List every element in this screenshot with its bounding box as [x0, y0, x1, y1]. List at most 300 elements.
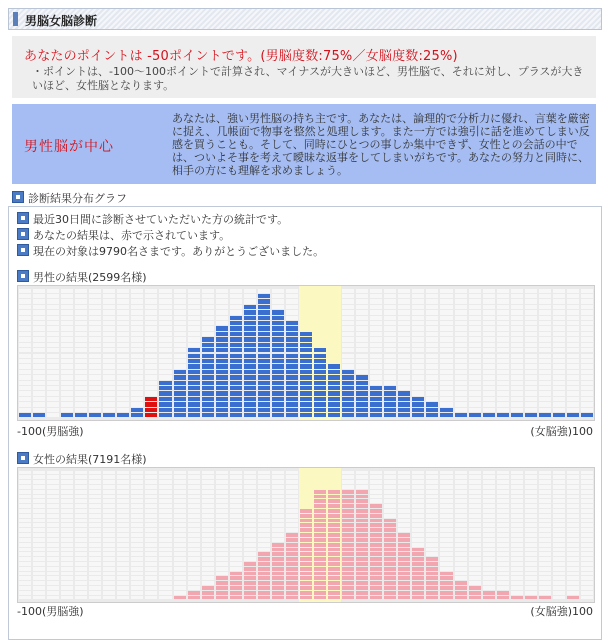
empty-cell — [426, 523, 438, 527]
empty-cell — [455, 310, 467, 314]
empty-cell — [89, 299, 101, 303]
female-bar-cell — [412, 552, 424, 556]
empty-cell — [19, 586, 31, 590]
female-bar-cell — [328, 509, 340, 513]
male-bar-cell — [469, 413, 481, 417]
empty-cell — [497, 557, 509, 561]
page-title: 男脳女脳診断 — [25, 14, 98, 28]
empty-cell — [244, 514, 256, 518]
empty-cell — [230, 475, 242, 479]
empty-cell — [47, 354, 59, 358]
empty-cell — [567, 289, 579, 293]
empty-cell — [455, 299, 467, 303]
empty-cell — [272, 490, 284, 494]
empty-cell — [188, 581, 200, 585]
empty-cell — [61, 591, 73, 595]
empty-cell — [174, 475, 186, 479]
empty-cell — [145, 499, 157, 503]
empty-cell — [426, 397, 438, 401]
female-bar-cell — [300, 596, 312, 600]
empty-cell — [511, 523, 523, 527]
empty-cell — [539, 337, 551, 341]
empty-cell — [61, 397, 73, 401]
empty-cell — [567, 475, 579, 479]
empty-cell — [497, 386, 509, 390]
empty-cell — [19, 471, 31, 475]
empty-cell — [497, 552, 509, 556]
male-bar-cell — [216, 381, 228, 385]
female-bar-cell — [356, 528, 368, 532]
result-type: 男性脳が中心 — [24, 139, 114, 155]
empty-cell — [370, 337, 382, 341]
empty-cell — [89, 337, 101, 341]
female-bar-cell — [370, 504, 382, 508]
empty-cell — [202, 326, 214, 330]
empty-cell — [581, 475, 593, 479]
empty-cell — [131, 596, 143, 600]
empty-cell — [202, 299, 214, 303]
empty-cell — [75, 495, 87, 499]
empty-cell — [553, 533, 565, 537]
female-bar-cell — [384, 533, 396, 537]
empty-cell — [342, 480, 354, 484]
empty-cell — [567, 548, 579, 552]
empty-cell — [19, 596, 31, 600]
empty-cell — [483, 354, 495, 358]
empty-cell — [539, 359, 551, 363]
empty-cell — [47, 528, 59, 532]
empty-cell — [89, 348, 101, 352]
male-bar-cell — [244, 386, 256, 390]
empty-cell — [553, 514, 565, 518]
empty-cell — [216, 321, 228, 325]
empty-cell — [553, 364, 565, 368]
empty-cell — [469, 408, 481, 412]
empty-cell — [47, 359, 59, 363]
empty-cell — [131, 316, 143, 320]
empty-cell — [370, 310, 382, 314]
male-bar-cell — [300, 397, 312, 401]
male-bar-cell — [216, 326, 228, 330]
empty-cell — [272, 495, 284, 499]
empty-cell — [89, 533, 101, 537]
male-bar-cell — [286, 397, 298, 401]
female-chart-title: 女性の結果(7191名様) — [33, 453, 147, 466]
empty-cell — [511, 495, 523, 499]
empty-cell — [33, 475, 45, 479]
empty-cell — [483, 533, 495, 537]
empty-cell — [202, 294, 214, 298]
empty-cell — [553, 354, 565, 358]
empty-cell — [581, 543, 593, 547]
empty-cell — [469, 557, 481, 561]
empty-cell — [103, 364, 115, 368]
empty-cell — [286, 523, 298, 527]
empty-cell — [145, 381, 157, 385]
female-bar-cell — [314, 514, 326, 518]
empty-cell — [145, 528, 157, 532]
empty-cell — [117, 523, 129, 527]
male-bar-cell — [314, 381, 326, 385]
empty-cell — [131, 495, 143, 499]
empty-cell — [440, 533, 452, 537]
empty-cell — [581, 397, 593, 401]
empty-cell — [539, 370, 551, 374]
empty-cell — [117, 591, 129, 595]
empty-cell — [511, 475, 523, 479]
empty-cell — [581, 326, 593, 330]
male-bar-cell — [188, 364, 200, 368]
female-bar-cell — [511, 596, 523, 600]
female-bar-cell — [300, 572, 312, 576]
female-bar-cell — [244, 576, 256, 580]
empty-cell — [511, 348, 523, 352]
empty-cell — [483, 523, 495, 527]
empty-cell — [75, 504, 87, 508]
empty-cell — [455, 557, 467, 561]
empty-cell — [61, 596, 73, 600]
empty-cell — [440, 523, 452, 527]
header-marker — [13, 12, 18, 26]
empty-cell — [440, 332, 452, 336]
empty-cell — [89, 523, 101, 527]
empty-cell — [19, 375, 31, 379]
empty-cell — [174, 548, 186, 552]
empty-cell — [272, 509, 284, 513]
male-bar-cell — [244, 343, 256, 347]
empty-cell — [286, 310, 298, 314]
empty-cell — [216, 567, 228, 571]
male-bar-cell — [216, 391, 228, 395]
female-bar-cell — [314, 523, 326, 527]
female-bar-cell — [328, 523, 340, 527]
empty-cell — [89, 567, 101, 571]
male-bar-cell — [272, 381, 284, 385]
empty-cell — [412, 381, 424, 385]
empty-cell — [145, 586, 157, 590]
male-bar-cell — [286, 402, 298, 406]
male-bar-cell — [202, 413, 214, 417]
empty-cell — [497, 533, 509, 537]
empty-cell — [61, 538, 73, 542]
male-bar-cell — [174, 397, 186, 401]
female-bar-cell — [272, 557, 284, 561]
empty-cell — [117, 375, 129, 379]
female-bar-cell — [356, 562, 368, 566]
male-bar-cell — [216, 359, 228, 363]
female-bar-cell — [272, 548, 284, 552]
empty-cell — [33, 397, 45, 401]
empty-cell — [440, 299, 452, 303]
empty-cell — [539, 591, 551, 595]
empty-cell — [75, 523, 87, 527]
empty-cell — [581, 348, 593, 352]
distribution-title: 診断結果分布グラフ — [28, 192, 127, 205]
female-bar-cell — [370, 519, 382, 523]
empty-cell — [145, 581, 157, 585]
empty-cell — [159, 504, 171, 508]
empty-cell — [581, 495, 593, 499]
empty-cell — [497, 519, 509, 523]
empty-cell — [567, 480, 579, 484]
empty-cell — [370, 364, 382, 368]
empty-cell — [497, 337, 509, 341]
empty-cell — [356, 299, 368, 303]
empty-cell — [159, 480, 171, 484]
empty-cell — [370, 495, 382, 499]
female-bar-cell — [286, 548, 298, 552]
empty-cell — [553, 326, 565, 330]
empty-cell — [539, 364, 551, 368]
empty-cell — [47, 413, 59, 417]
empty-cell — [370, 316, 382, 320]
empty-cell — [75, 572, 87, 576]
male-bar-cell — [272, 337, 284, 341]
empty-cell — [497, 485, 509, 489]
female-bar-cell — [244, 591, 256, 595]
male-bar-cell — [356, 375, 368, 379]
empty-cell — [61, 316, 73, 320]
empty-cell — [511, 386, 523, 390]
empty-cell — [469, 402, 481, 406]
male-bar-cell — [300, 343, 312, 347]
male-bar-cell — [356, 397, 368, 401]
empty-cell — [47, 397, 59, 401]
female-bar-cell — [440, 581, 452, 585]
empty-cell — [33, 504, 45, 508]
empty-cell — [483, 499, 495, 503]
empty-cell — [384, 348, 396, 352]
empty-cell — [174, 359, 186, 363]
female-bar-cell — [469, 591, 481, 595]
empty-cell — [426, 305, 438, 309]
empty-cell — [455, 348, 467, 352]
empty-cell — [412, 299, 424, 303]
empty-cell — [61, 471, 73, 475]
empty-cell — [412, 499, 424, 503]
empty-cell — [426, 495, 438, 499]
empty-cell — [272, 294, 284, 298]
empty-cell — [412, 326, 424, 330]
empty-cell — [511, 504, 523, 508]
empty-cell — [342, 475, 354, 479]
empty-cell — [33, 514, 45, 518]
female-bar-cell — [398, 586, 410, 590]
empty-cell — [497, 343, 509, 347]
empty-cell — [61, 321, 73, 325]
empty-cell — [159, 523, 171, 527]
empty-cell — [398, 364, 410, 368]
empty-cell — [469, 548, 481, 552]
empty-cell — [567, 543, 579, 547]
empty-cell — [525, 523, 537, 527]
empty-cell — [525, 490, 537, 494]
female-bar-cell — [356, 552, 368, 556]
empty-cell — [117, 528, 129, 532]
empty-cell — [567, 586, 579, 590]
empty-cell — [553, 572, 565, 576]
male-bar-cell — [342, 402, 354, 406]
male-bar-cell — [370, 402, 382, 406]
empty-cell — [469, 354, 481, 358]
female-bar-cell — [328, 552, 340, 556]
empty-cell — [539, 533, 551, 537]
empty-cell — [440, 509, 452, 513]
empty-cell — [258, 519, 270, 523]
empty-cell — [103, 294, 115, 298]
empty-cell — [33, 543, 45, 547]
empty-cell — [398, 519, 410, 523]
empty-cell — [342, 364, 354, 368]
empty-cell — [384, 359, 396, 363]
empty-cell — [61, 514, 73, 518]
male-bar-cell — [272, 397, 284, 401]
empty-cell — [440, 471, 452, 475]
empty-cell — [117, 557, 129, 561]
female-bar-cell — [384, 523, 396, 527]
empty-cell — [145, 359, 157, 363]
empty-cell — [483, 305, 495, 309]
empty-cell — [159, 514, 171, 518]
female-bar-cell — [384, 519, 396, 523]
empty-cell — [19, 402, 31, 406]
empty-cell — [188, 543, 200, 547]
empty-cell — [145, 475, 157, 479]
empty-cell — [384, 332, 396, 336]
male-bar-cell — [511, 413, 523, 417]
female-bar-cell — [426, 567, 438, 571]
empty-cell — [412, 485, 424, 489]
empty-cell — [33, 289, 45, 293]
empty-cell — [131, 299, 143, 303]
female-bar-cell — [356, 490, 368, 494]
female-bar-cell — [356, 495, 368, 499]
male-bar-cell — [412, 397, 424, 401]
empty-cell — [398, 294, 410, 298]
male-bar-cell — [483, 413, 495, 417]
empty-cell — [286, 475, 298, 479]
empty-cell — [567, 294, 579, 298]
male-bar-cell — [286, 375, 298, 379]
empty-cell — [356, 471, 368, 475]
empty-cell — [455, 576, 467, 580]
empty-cell — [567, 581, 579, 585]
empty-cell — [412, 364, 424, 368]
female-bar-cell — [314, 504, 326, 508]
empty-cell — [61, 402, 73, 406]
empty-cell — [188, 504, 200, 508]
female-bar-cell — [300, 548, 312, 552]
male-bar-cell — [258, 375, 270, 379]
male-bar-cell — [131, 413, 143, 417]
empty-cell — [202, 305, 214, 309]
empty-cell — [244, 299, 256, 303]
empty-cell — [75, 310, 87, 314]
female-bar-cell — [370, 552, 382, 556]
female-bar-cell — [497, 591, 509, 595]
empty-cell — [497, 475, 509, 479]
empty-cell — [47, 408, 59, 412]
empty-cell — [581, 359, 593, 363]
empty-cell — [159, 471, 171, 475]
male-bar-cell — [174, 408, 186, 412]
empty-cell — [497, 523, 509, 527]
female-bar-cell — [342, 576, 354, 580]
male-bar-cell — [258, 370, 270, 374]
empty-cell — [61, 480, 73, 484]
empty-cell — [75, 538, 87, 542]
empty-cell — [103, 337, 115, 341]
empty-cell — [567, 375, 579, 379]
bullet-square-icon — [17, 212, 29, 224]
empty-cell — [398, 386, 410, 390]
empty-cell — [258, 289, 270, 293]
empty-cell — [159, 533, 171, 537]
empty-cell — [117, 294, 129, 298]
empty-cell — [511, 519, 523, 523]
empty-cell — [483, 514, 495, 518]
female-bar-cell — [328, 576, 340, 580]
empty-cell — [483, 321, 495, 325]
empty-cell — [103, 408, 115, 412]
empty-cell — [89, 370, 101, 374]
empty-cell — [553, 294, 565, 298]
male-bar-cell — [440, 408, 452, 412]
empty-cell — [145, 591, 157, 595]
empty-cell — [455, 402, 467, 406]
empty-cell — [483, 504, 495, 508]
empty-cell — [272, 523, 284, 527]
empty-cell — [47, 316, 59, 320]
female-bar-cell — [272, 596, 284, 600]
empty-cell — [525, 548, 537, 552]
empty-cell — [131, 310, 143, 314]
female-bar-cell — [272, 552, 284, 556]
empty-cell — [483, 576, 495, 580]
empty-cell — [469, 543, 481, 547]
male-bar-cell — [202, 391, 214, 395]
male-bar-cell — [426, 413, 438, 417]
female-bar-cell — [426, 576, 438, 580]
empty-cell — [539, 586, 551, 590]
empty-cell — [174, 490, 186, 494]
male-bar-cell — [497, 413, 509, 417]
empty-cell — [89, 581, 101, 585]
empty-cell — [131, 471, 143, 475]
female-bar-cell — [286, 576, 298, 580]
male-bar-cell — [159, 413, 171, 417]
empty-cell — [19, 370, 31, 374]
empty-cell — [159, 485, 171, 489]
female-bar-cell — [426, 586, 438, 590]
male-bar-cell — [342, 408, 354, 412]
empty-cell — [131, 548, 143, 552]
empty-cell — [47, 576, 59, 580]
empty-cell — [131, 586, 143, 590]
empty-cell — [117, 509, 129, 513]
empty-cell — [412, 305, 424, 309]
empty-cell — [244, 523, 256, 527]
empty-cell — [230, 523, 242, 527]
empty-cell — [455, 485, 467, 489]
male-bar-cell — [384, 397, 396, 401]
empty-cell — [145, 337, 157, 341]
empty-cell — [553, 359, 565, 363]
empty-cell — [89, 591, 101, 595]
empty-cell — [469, 299, 481, 303]
empty-cell — [483, 364, 495, 368]
male-bar-cell — [216, 364, 228, 368]
